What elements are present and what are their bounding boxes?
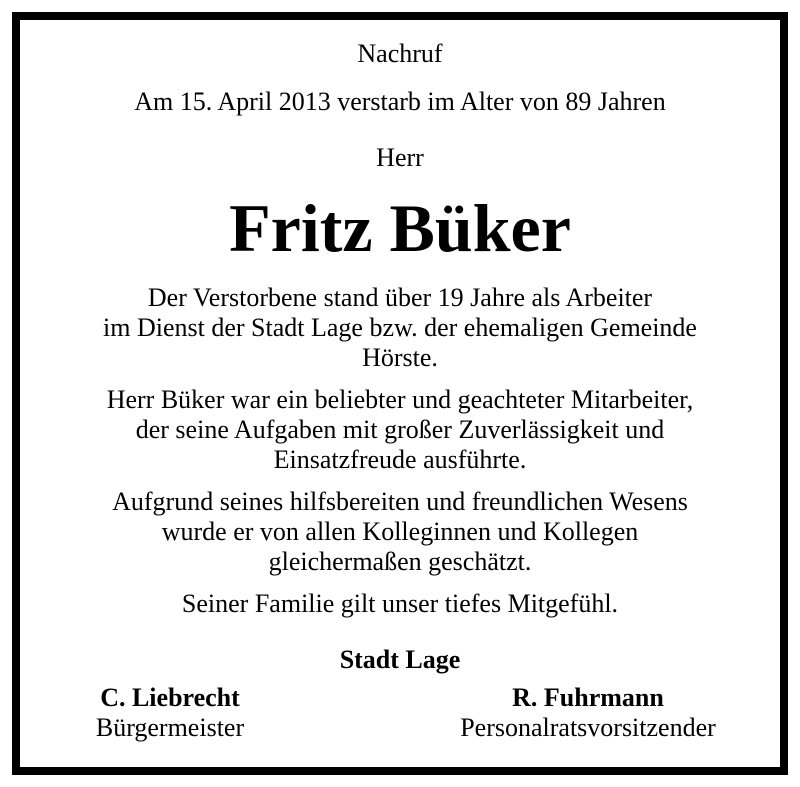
paragraph1-line2: im Dienst der Stadt Lage bzw. der ehemaligen Gemeinde	[103, 313, 697, 342]
paragraph3-line1: Aufgrund seines hilfsbereiten und freundlichen Wesens	[112, 487, 688, 516]
paragraph2-line3: Einsatzfreude ausführte.	[273, 445, 527, 474]
deceased-name: Fritz Büker	[229, 190, 571, 266]
paragraph2-line2: der seine Aufgaben mit großer Zuverlässigkeit und	[135, 415, 665, 444]
paragraph2-line1: Herr Büker war ein beliebter und geachteter Mitarbeiter,	[106, 385, 694, 414]
signatory-right-name: R. Fuhrmann	[512, 683, 664, 712]
paragraph3-line2: wurde er von allen Kolleginnen und Kollegen	[161, 517, 639, 546]
signatory-right-title: Personalratsvorsitzender	[460, 713, 716, 742]
paragraph1-line3: Hörste.	[362, 343, 438, 372]
paragraph1-line1: Der Verstorbene stand über 19 Jahre als Arbeiter	[147, 283, 653, 312]
signatory-left-title: Bürgermeister	[95, 713, 245, 742]
paragraph3-line3: gleichermaßen geschätzt.	[268, 547, 532, 576]
organization-name: Stadt Lage	[339, 645, 461, 674]
death-announcement: Am 15. April 2013 verstarb im Alter von 89 Jahren	[134, 87, 666, 116]
notice-heading: Nachruf	[357, 39, 443, 68]
condolence-line: Seiner Familie gilt unser tiefes Mitgefühl.	[181, 589, 619, 618]
salutation: Herr	[376, 143, 424, 172]
signatory-left-name: C. Liebrecht	[100, 683, 240, 712]
